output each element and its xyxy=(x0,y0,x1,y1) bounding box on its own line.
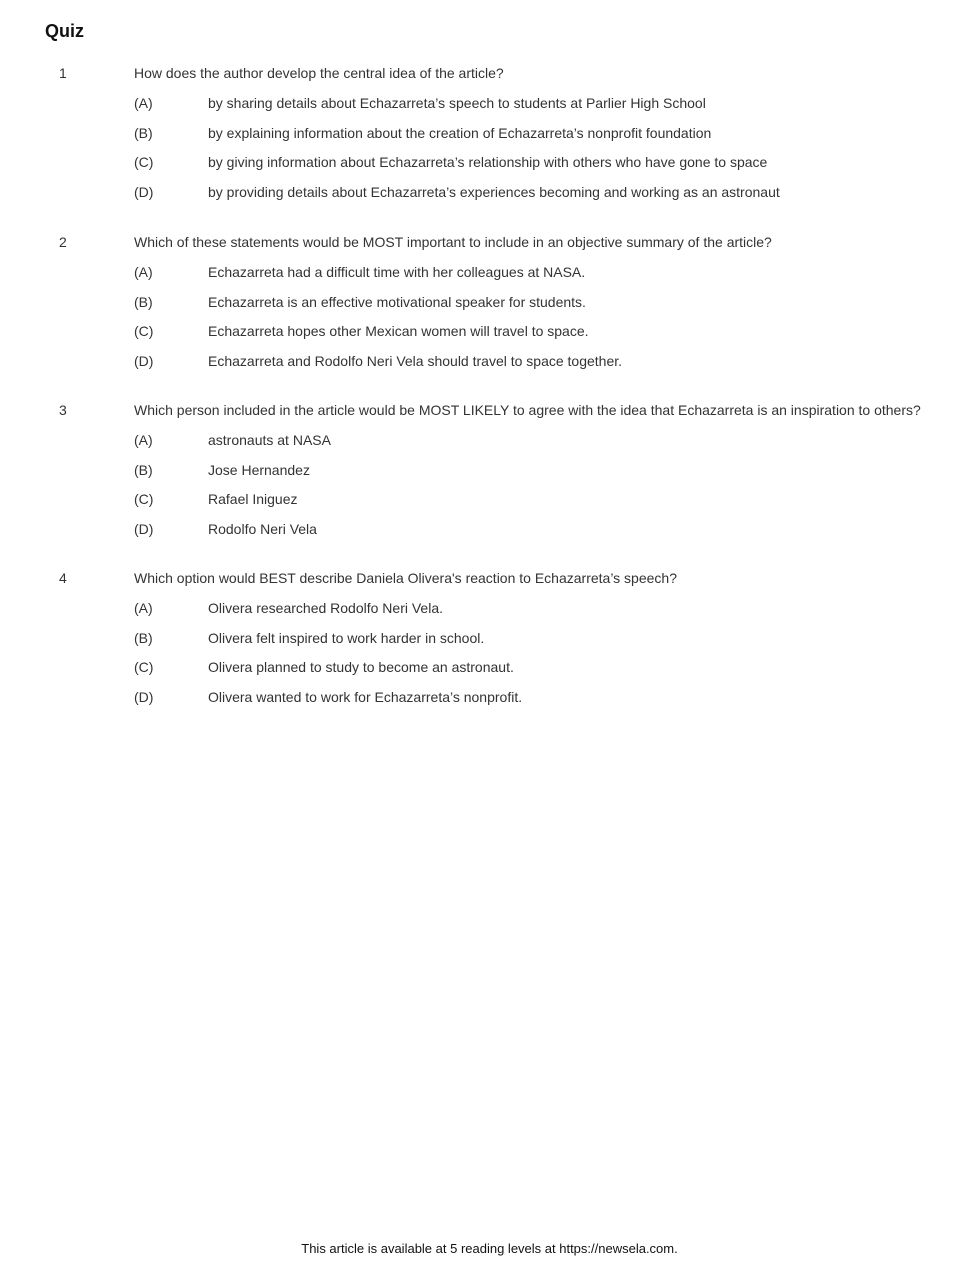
option-text: by giving information about Echazarreta’s relationship with others who have gone to space xyxy=(208,154,768,171)
option-letter: (C) xyxy=(134,659,154,676)
option-letter: (B) xyxy=(134,124,153,141)
answer-option-c[interactable] xyxy=(0,323,979,353)
question-number: 3 xyxy=(59,402,67,418)
answer-option-a[interactable] xyxy=(0,432,979,462)
option-text: Olivera wanted to work for Echazarreta’s nonprofit. xyxy=(208,689,523,706)
option-letter: (D) xyxy=(134,184,154,201)
answer-option-a[interactable] xyxy=(0,600,979,630)
option-letter: (C) xyxy=(134,323,154,340)
answer-option-a[interactable] xyxy=(0,264,979,294)
option-letter: (A) xyxy=(134,432,153,448)
option-letter: (A) xyxy=(134,264,153,280)
question-2 xyxy=(0,234,979,383)
answer-option-b[interactable] xyxy=(0,462,979,492)
option-letter: (D) xyxy=(134,353,154,370)
answer-option-d[interactable] xyxy=(0,353,979,383)
option-text: by providing details about Echazarreta’s experiences becoming and working as an astronaut xyxy=(208,184,780,201)
answer-option-c[interactable] xyxy=(0,154,979,184)
answer-option-b[interactable] xyxy=(0,294,979,324)
option-letter: (A) xyxy=(134,95,153,111)
answer-option-d[interactable] xyxy=(0,521,979,551)
answer-option-c[interactable] xyxy=(0,659,979,689)
option-text: Olivera felt inspired to work harder in school. xyxy=(208,629,485,646)
question-3 xyxy=(0,402,979,551)
option-text: Echazarreta had a difficult time with her colleagues at NASA. xyxy=(208,264,586,280)
option-text: Echazarreta and Rodolfo Neri Vela should travel to space together. xyxy=(208,353,623,370)
option-text: by explaining information about the creation of Echazarreta’s nonprofit foundation xyxy=(208,124,712,141)
question-4 xyxy=(0,570,979,719)
answer-option-c[interactable] xyxy=(0,491,979,521)
option-letter: (D) xyxy=(134,521,154,538)
option-letter: (C) xyxy=(134,154,154,171)
answer-option-d[interactable] xyxy=(0,689,979,719)
answer-option-b[interactable] xyxy=(0,630,979,660)
footer-note: This article is available at 5 reading levels at https://newsela.com. xyxy=(301,1241,678,1256)
question-number: 2 xyxy=(59,234,67,250)
option-text: Echazarreta hopes other Mexican women will travel to space. xyxy=(208,323,589,340)
option-letter: (B) xyxy=(134,461,153,478)
question-text: Which person included in the article would be MOST LIKELY to agree with the idea that Echazarreta is an inspiration to others? xyxy=(134,402,921,418)
option-text: Echazarreta is an effective motivational speaker for students. xyxy=(208,293,586,310)
option-letter: (B) xyxy=(134,629,153,646)
option-text: Jose Hernandez xyxy=(208,461,310,478)
option-text: by sharing details about Echazarreta’s speech to students at Parlier High School xyxy=(208,95,706,111)
answer-option-b[interactable] xyxy=(0,125,979,155)
page-title: Quiz xyxy=(45,21,84,41)
question-row xyxy=(0,402,979,432)
option-letter: (A) xyxy=(134,600,153,616)
option-text: Olivera planned to study to become an astronaut. xyxy=(208,659,514,676)
option-text: Rodolfo Neri Vela xyxy=(208,521,317,538)
question-row xyxy=(0,234,979,264)
option-letter: (C) xyxy=(134,491,154,508)
question-row xyxy=(0,570,979,600)
option-text: astronauts at NASA xyxy=(208,432,331,448)
question-1 xyxy=(0,65,979,214)
option-letter: (D) xyxy=(134,689,154,706)
question-number: 1 xyxy=(59,65,67,81)
option-text: Olivera researched Rodolfo Neri Vela. xyxy=(208,600,444,616)
question-row xyxy=(0,65,979,95)
question-number: 4 xyxy=(59,570,67,586)
option-letter: (B) xyxy=(134,293,153,310)
question-text: Which of these statements would be MOST important to include in an objective summary of the article? xyxy=(134,234,772,250)
question-text: Which option would BEST describe Daniela Olivera's reaction to Echazarreta’s speech? xyxy=(134,570,677,586)
answer-option-a[interactable] xyxy=(0,95,979,125)
answer-option-d[interactable] xyxy=(0,184,979,214)
question-text: How does the author develop the central idea of the article? xyxy=(134,65,504,81)
option-text: Rafael Iniguez xyxy=(208,491,298,508)
